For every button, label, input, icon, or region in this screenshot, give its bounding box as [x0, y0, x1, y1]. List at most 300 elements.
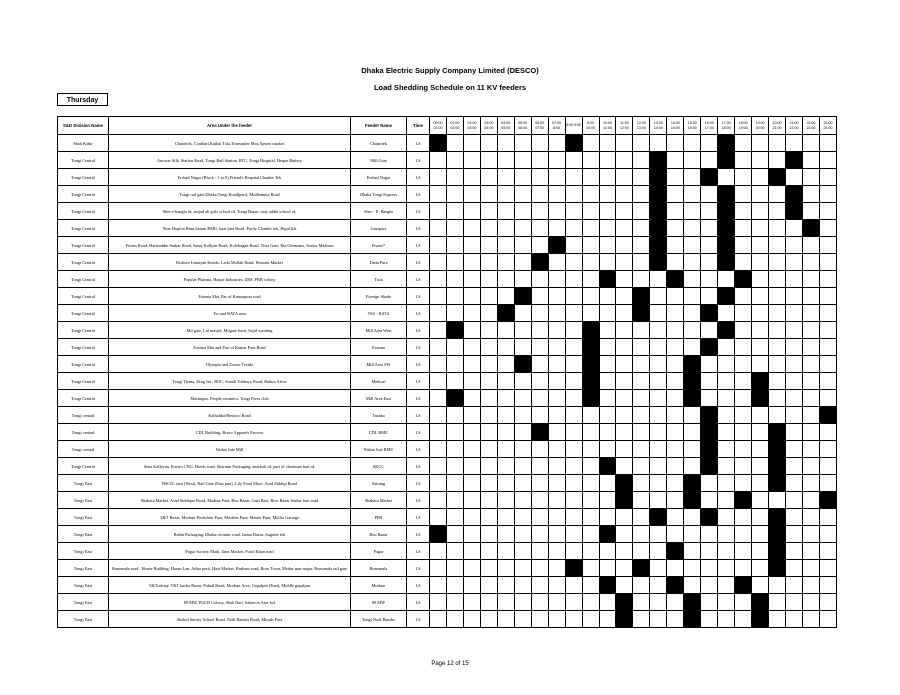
- slot-cell: [802, 203, 819, 220]
- slot-cell: [514, 152, 531, 169]
- slot-cell: [430, 288, 447, 305]
- slot-cell: [701, 288, 718, 305]
- slot-cell: [752, 288, 769, 305]
- slot-cell: [531, 271, 548, 288]
- slot-cell: [480, 237, 497, 254]
- slot-cell: [667, 407, 684, 424]
- time-cell: LS: [407, 577, 430, 594]
- time-slot-header: 04:00 05:00: [497, 117, 514, 135]
- slot-cell: [819, 475, 836, 492]
- slot-cell: [446, 169, 463, 186]
- time-slot-header: 23:00 24:00: [819, 117, 836, 135]
- slot-cell: [786, 594, 803, 611]
- slot-cell: [446, 237, 463, 254]
- slot-cell: [667, 322, 684, 339]
- slot-cell: [446, 577, 463, 594]
- slot-cell: [582, 594, 599, 611]
- area-cell: Near Hoplon Rmu,Satum RMU, kazi bari Road, Purily Chankir tek, BiguiTok: [109, 220, 351, 237]
- division-cell: Tongi Central: [58, 390, 109, 407]
- slot-cell: [480, 407, 497, 424]
- slot-cell: [430, 594, 447, 611]
- slot-cell: [650, 560, 667, 577]
- slot-cell: [667, 356, 684, 373]
- slot-cell: [735, 288, 752, 305]
- slot-cell: [786, 322, 803, 339]
- division-cell: Tongi East: [58, 509, 109, 526]
- slot-cell: [616, 356, 633, 373]
- time-slot-header: 21:00 22:00: [786, 117, 803, 135]
- feeder-cell: Fisons*: [351, 237, 407, 254]
- shedding-slot: [531, 254, 548, 271]
- slot-cell: [802, 356, 819, 373]
- slot-cell: [650, 441, 667, 458]
- slot-cell: [463, 611, 480, 628]
- slot-cell: [802, 492, 819, 509]
- slot-cell: [446, 526, 463, 543]
- slot-cell: [786, 611, 803, 628]
- shedding-slot: [616, 492, 633, 509]
- table-row: [58, 492, 837, 509]
- slot-cell: [430, 475, 447, 492]
- slot-cell: [633, 254, 650, 271]
- slot-cell: [430, 169, 447, 186]
- area-cell: Olympia and Zoriaa Textile: [109, 356, 351, 373]
- feeder-cell: Datta Para: [351, 254, 407, 271]
- shedding-slot: [701, 305, 718, 322]
- slot-cell: [752, 441, 769, 458]
- slot-cell: [497, 135, 514, 152]
- slot-cell: [463, 594, 480, 611]
- slot-cell: [616, 237, 633, 254]
- slot-cell: [786, 169, 803, 186]
- slot-cell: [718, 441, 735, 458]
- slot-cell: [463, 424, 480, 441]
- slot-cell: [616, 220, 633, 237]
- slot-cell: [582, 543, 599, 560]
- slot-cell: [667, 458, 684, 475]
- slot-cell: [684, 339, 701, 356]
- slot-cell: [565, 509, 582, 526]
- slot-cell: [497, 492, 514, 509]
- slot-cell: [565, 492, 582, 509]
- time-header: Time: [407, 117, 430, 135]
- slot-cell: [718, 424, 735, 441]
- time-cell: LS: [407, 458, 430, 475]
- slot-cell: [565, 526, 582, 543]
- slot-cell: [548, 135, 565, 152]
- slot-cell: [819, 526, 836, 543]
- shedding-slot: [650, 186, 667, 203]
- slot-cell: [802, 152, 819, 169]
- slot-cell: [548, 475, 565, 492]
- slot-cell: [463, 407, 480, 424]
- feeder-cell: Tanaka: [351, 407, 407, 424]
- slot-cell: [650, 611, 667, 628]
- slot-cell: [582, 441, 599, 458]
- slot-cell: [786, 305, 803, 322]
- slot-cell: [531, 288, 548, 305]
- slot-cell: [735, 526, 752, 543]
- slot-cell: [430, 458, 447, 475]
- time-slot-header: 20:00 21:00: [769, 117, 786, 135]
- division-cell: Tongi central: [58, 441, 109, 458]
- slot-cell: [616, 305, 633, 322]
- slot-cell: [786, 135, 803, 152]
- shedding-slot: [667, 543, 684, 560]
- slot-cell: [633, 492, 650, 509]
- slot-cell: [786, 441, 803, 458]
- slot-cell: [633, 237, 650, 254]
- slot-cell: [819, 560, 836, 577]
- slot-cell: [582, 288, 599, 305]
- slot-cell: [752, 305, 769, 322]
- slot-cell: [802, 475, 819, 492]
- slot-cell: [463, 135, 480, 152]
- slot-cell: [633, 407, 650, 424]
- shedding-slot: [718, 288, 735, 305]
- slot-cell: [701, 390, 718, 407]
- slot-cell: [786, 509, 803, 526]
- slot-cell: [769, 203, 786, 220]
- slot-cell: [582, 254, 599, 271]
- slot-cell: [735, 560, 752, 577]
- slot-cell: [514, 458, 531, 475]
- feeder-cell: Nishat Jute RMU: [351, 441, 407, 458]
- slot-cell: [463, 152, 480, 169]
- slot-cell: [599, 254, 616, 271]
- time-cell: LS: [407, 390, 430, 407]
- slot-cell: [531, 373, 548, 390]
- slot-cell: [565, 611, 582, 628]
- slot-cell: [667, 475, 684, 492]
- slot-cell: [802, 509, 819, 526]
- feeder-cell: Tista: [351, 271, 407, 288]
- time-slot-header: 06:00 07:00: [531, 117, 548, 135]
- slot-cell: [735, 186, 752, 203]
- feeder-cell: 80 MW: [351, 594, 407, 611]
- shedding-slot: [769, 424, 786, 441]
- shedding-slot: [752, 611, 769, 628]
- slot-cell: [480, 509, 497, 526]
- slot-cell: [786, 373, 803, 390]
- slot-cell: [735, 407, 752, 424]
- slot-cell: [684, 526, 701, 543]
- division-cell: Tongi East: [58, 611, 109, 628]
- slot-cell: [667, 373, 684, 390]
- area-cell: Sena Kalleyan, Enviro CNG, Hoeds road, Sharmin Packaging, anarkoli rd. part of chairman bari rd.: [109, 458, 351, 475]
- slot-cell: [430, 322, 447, 339]
- time-slot-header: 19:00 20:00: [752, 117, 769, 135]
- slot-cell: [565, 152, 582, 169]
- feeder-cell: Sher - E- Bangla: [351, 203, 407, 220]
- feeder-cell: Pagar: [351, 543, 407, 560]
- slot-cell: [616, 288, 633, 305]
- slot-cell: [480, 611, 497, 628]
- slot-cell: [599, 356, 616, 373]
- division-cell: Tongi East: [58, 492, 109, 509]
- slot-cell: [735, 305, 752, 322]
- slot-cell: [463, 441, 480, 458]
- slot-cell: [548, 186, 565, 203]
- slot-cell: [599, 220, 616, 237]
- slot-cell: [735, 135, 752, 152]
- slot-cell: [752, 526, 769, 543]
- time-cell: LS: [407, 271, 430, 288]
- slot-cell: [769, 254, 786, 271]
- slot-cell: [463, 492, 480, 509]
- area-cell: Chanirtek, Conibari,Kathal Tola,Transmiter Mor,Ajmeri market: [109, 135, 351, 152]
- slot-cell: [480, 577, 497, 594]
- shedding-slot: [582, 322, 599, 339]
- division-cell: Tongi Central: [58, 305, 109, 322]
- slot-cell: [565, 441, 582, 458]
- area-cell: Anowar Silk, Station Road, Tongi Rail Station, RTC, Tongi Hospital, Hoque Battery: [109, 152, 351, 169]
- slot-cell: [819, 594, 836, 611]
- slot-cell: [786, 407, 803, 424]
- area-cell: Eastma Mat and Part of Kamar Para Road: [109, 339, 351, 356]
- shedding-slot: [701, 407, 718, 424]
- slot-cell: [718, 560, 735, 577]
- time-cell: LS: [407, 220, 430, 237]
- slot-cell: [599, 203, 616, 220]
- slot-cell: [667, 203, 684, 220]
- slot-cell: [752, 254, 769, 271]
- slot-cell: [548, 220, 565, 237]
- slot-cell: [633, 611, 650, 628]
- feeder-cell: SKCC: [351, 458, 407, 475]
- slot-cell: [667, 390, 684, 407]
- slot-cell: [582, 305, 599, 322]
- slot-cell: [752, 356, 769, 373]
- slot-cell: [497, 560, 514, 577]
- slot-cell: [548, 390, 565, 407]
- slot-cell: [786, 424, 803, 441]
- slot-cell: [480, 458, 497, 475]
- slot-cell: [718, 594, 735, 611]
- area-cell: T&Tcolony, T&T kacha Bazar, Pubail Road, Morkun Area, Gopalpur (East), Middle gopalpur: [109, 577, 351, 594]
- slot-cell: [480, 169, 497, 186]
- slot-cell: [548, 407, 565, 424]
- slot-cell: [769, 237, 786, 254]
- feeder-cell: TSS - BATA: [351, 305, 407, 322]
- shedding-slot: [701, 339, 718, 356]
- slot-cell: [531, 203, 548, 220]
- slot-cell: [446, 339, 463, 356]
- slot-cell: [599, 492, 616, 509]
- slot-cell: [430, 186, 447, 203]
- slot-cell: [548, 526, 565, 543]
- area-cell: Ershad Nagar (Block - 1 to 8),Friend's Hospital,Chankir Tek: [109, 169, 351, 186]
- slot-cell: [531, 475, 548, 492]
- slot-cell: [701, 186, 718, 203]
- slot-cell: [735, 509, 752, 526]
- slot-cell: [616, 203, 633, 220]
- slot-cell: [480, 305, 497, 322]
- shedding-slot: [650, 254, 667, 271]
- shedding-slot: [786, 152, 803, 169]
- shedding-slot: [735, 577, 752, 594]
- slot-cell: [802, 186, 819, 203]
- slot-cell: [735, 611, 752, 628]
- slot-cell: [735, 475, 752, 492]
- slot-cell: [582, 509, 599, 526]
- slot-cell: [735, 237, 752, 254]
- division-cell: Tongi Central: [58, 152, 109, 169]
- slot-cell: [531, 441, 548, 458]
- slot-cell: [446, 152, 463, 169]
- slot-cell: [819, 390, 836, 407]
- slot-cell: [718, 373, 735, 390]
- slot-cell: [514, 186, 531, 203]
- shedding-slot: [548, 237, 565, 254]
- slot-cell: [446, 373, 463, 390]
- slot-cell: [667, 135, 684, 152]
- time-cell: LS: [407, 594, 430, 611]
- slot-cell: [769, 339, 786, 356]
- slot-cell: [446, 424, 463, 441]
- division-cell: Tongi Central: [58, 203, 109, 220]
- slot-cell: [667, 237, 684, 254]
- slot-cell: [769, 152, 786, 169]
- time-cell: LS: [407, 203, 430, 220]
- slot-cell: [497, 237, 514, 254]
- slot-cell: [599, 407, 616, 424]
- shedding-slot: [667, 271, 684, 288]
- slot-cell: [497, 424, 514, 441]
- table-row: [58, 526, 837, 543]
- time-slot-header: 17:00 18:00: [718, 117, 735, 135]
- slot-cell: [667, 339, 684, 356]
- shedding-slot: [667, 577, 684, 594]
- slot-cell: [786, 475, 803, 492]
- slot-cell: [446, 288, 463, 305]
- slot-cell: [802, 441, 819, 458]
- slot-cell: [786, 237, 803, 254]
- slot-cell: [565, 594, 582, 611]
- slot-cell: [633, 169, 650, 186]
- slot-cell: [752, 203, 769, 220]
- slot-cell: [819, 373, 836, 390]
- slot-cell: [531, 186, 548, 203]
- slot-cell: [463, 509, 480, 526]
- slot-cell: [531, 543, 548, 560]
- slot-cell: [531, 560, 548, 577]
- table-row: [58, 271, 837, 288]
- shedding-slot: [684, 611, 701, 628]
- table-row: [58, 611, 837, 628]
- time-cell: LS: [407, 186, 430, 203]
- slot-cell: [802, 254, 819, 271]
- slot-cell: [480, 390, 497, 407]
- slot-cell: [514, 390, 531, 407]
- slot-cell: [802, 594, 819, 611]
- slot-cell: [480, 543, 497, 560]
- feeder-cell: Tongi Nodi Bander: [351, 611, 407, 628]
- slot-cell: [769, 594, 786, 611]
- shedding-slot: [616, 611, 633, 628]
- table-row: [58, 475, 837, 492]
- time-cell: LS: [407, 492, 430, 509]
- slot-cell: [769, 577, 786, 594]
- slot-cell: [718, 611, 735, 628]
- time-slot-header: 02:00 03:00: [463, 117, 480, 135]
- slot-cell: [480, 152, 497, 169]
- shedding-slot: [769, 458, 786, 475]
- area-header: Area Under the feeder: [109, 117, 351, 135]
- slot-cell: [718, 339, 735, 356]
- slot-cell: [752, 220, 769, 237]
- slot-cell: [480, 560, 497, 577]
- slot-cell: [582, 169, 599, 186]
- slot-cell: [430, 543, 447, 560]
- slot-cell: [582, 458, 599, 475]
- slot-cell: [582, 203, 599, 220]
- slot-cell: [497, 373, 514, 390]
- slot-cell: [514, 543, 531, 560]
- time-slot-header: 14:00 15:00: [667, 117, 684, 135]
- slot-cell: [497, 169, 514, 186]
- shedding-slot: [430, 135, 447, 152]
- slot-cell: [701, 577, 718, 594]
- slot-cell: [480, 322, 497, 339]
- time-cell: LS: [407, 305, 430, 322]
- table-row: [58, 373, 837, 390]
- slot-cell: [480, 288, 497, 305]
- area-cell: Estenia Mat, Par of Kamarpura road: [109, 288, 351, 305]
- slot-cell: [480, 526, 497, 543]
- slot-cell: [497, 203, 514, 220]
- slot-cell: [735, 152, 752, 169]
- slot-cell: [735, 441, 752, 458]
- shedding-slot: [684, 356, 701, 373]
- slot-cell: [735, 390, 752, 407]
- time-slot-header: 07:00 8:00: [548, 117, 565, 135]
- slot-cell: [548, 492, 565, 509]
- time-slot-header: 03:00 04:00: [480, 117, 497, 135]
- feeder-cell: PBS: [351, 509, 407, 526]
- slot-cell: [769, 390, 786, 407]
- slot-cell: [802, 237, 819, 254]
- slot-cell: [633, 458, 650, 475]
- division-cell: Tongi Central: [58, 339, 109, 356]
- slot-cell: [667, 186, 684, 203]
- slot-cell: [752, 237, 769, 254]
- slot-cell: [531, 509, 548, 526]
- slot-cell: [650, 390, 667, 407]
- slot-cell: [497, 407, 514, 424]
- slot-cell: [531, 526, 548, 543]
- slot-cell: [786, 492, 803, 509]
- slot-cell: [684, 543, 701, 560]
- slot-cell: [430, 203, 447, 220]
- slot-cell: [650, 577, 667, 594]
- slot-cell: [684, 577, 701, 594]
- slot-cell: [599, 305, 616, 322]
- slot-cell: [463, 339, 480, 356]
- shedding-slot: [769, 441, 786, 458]
- slot-cell: [633, 594, 650, 611]
- shedding-slot: [718, 254, 735, 271]
- slot-cell: [786, 356, 803, 373]
- shedding-slot: [819, 407, 836, 424]
- area-cell: Rabin Packaging, Dhaka ceramic road, Jamai Bazar, Auguter tek: [109, 526, 351, 543]
- slot-cell: [565, 203, 582, 220]
- slot-cell: [463, 475, 480, 492]
- time-cell: LS: [407, 526, 430, 543]
- shedding-slot: [718, 322, 735, 339]
- table-row: [58, 560, 837, 577]
- slot-cell: [802, 526, 819, 543]
